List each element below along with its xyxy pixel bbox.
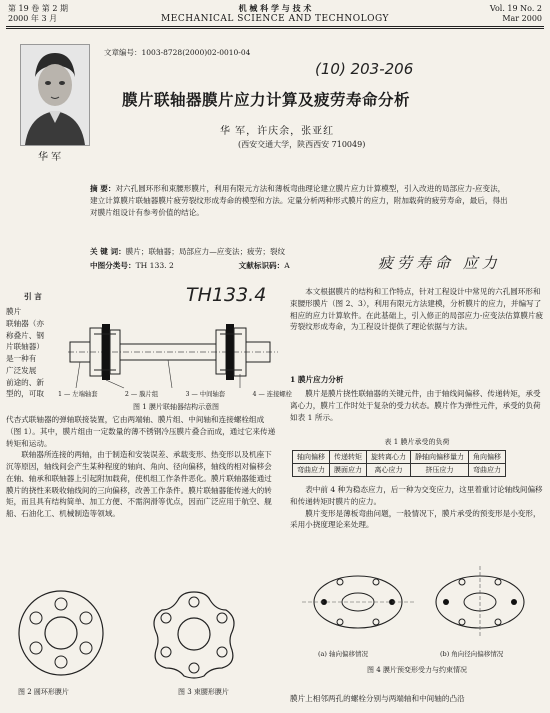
figure-4b-drawing: [436, 566, 524, 638]
abstract-label: 摘 要：: [90, 184, 116, 193]
affiliation: (西安交通大学，陕西西安 710049): [238, 140, 366, 149]
date-en: Mar 2000: [502, 13, 542, 23]
figure-1-caption: 图 1 膜片联轴器结构示意图: [133, 403, 219, 411]
right-p3: 表中前 4 种为稳态应力，后一种为交变应力，这里着重讨论轴线间偏移和传递转矩时膜片的应力。: [290, 485, 543, 506]
waisted-diaphragm-drawing: [146, 588, 242, 680]
section-1-heading: 1 膜片应力分析: [290, 375, 344, 384]
journal-name-en: MECHANICAL SCIENCE AND TECHNOLOGY: [161, 13, 389, 24]
handwritten-pages: (10) 203-206: [315, 60, 414, 78]
intro-paragraph-2: 联轴器所连接的两轴，由于制造和安装误差、承载变形、热变形以及机座下沉等原因，轴线间会产生某种程度的轴向、角向、径向偏移，轴线的相对偏移会在轴、轴承和联轴器上引起附加载荷，使机组工作条件恶化。膜片联轴器能通过膜片的挠性来吸收轴线间的三向偏移，改善工作条件。膜片联轴器能传递大的转矩，而且具有结构简单、加工方便、不需润滑等优点，因而广泛应用于航空、舰船、石油化工、机械制造等领域。: [6, 450, 272, 519]
table-cell: 膜面应力: [330, 464, 367, 477]
photo-caption: 华 军: [38, 152, 62, 163]
fig1-label-3: 3 — 中间轴套: [185, 391, 226, 398]
intro-side-line: 片联轴器）: [6, 342, 44, 352]
volume-no-en: Vol. 19 No. 2: [489, 4, 542, 13]
coupling-diagram: [64, 308, 282, 398]
journal-title: [0, 4, 550, 24]
fig1-label-4: 4 — 连接螺栓: [252, 391, 292, 398]
right-p4: 膜片变形是薄板弯曲问题，一般情况下，膜片承受的预变形是小变形，采用小挠度理论来处理。: [290, 508, 541, 530]
intro-side-line: 前途的、新: [6, 377, 44, 387]
diaphragm-loading-diagram: [300, 562, 540, 646]
figure-4-caption: 图 4 膜片预变形受力与约束情况: [367, 666, 467, 674]
table-cell: 挤压应力: [411, 464, 469, 477]
intro-side-line: 型的，可取: [6, 389, 44, 399]
figure-1-labels: [58, 391, 292, 399]
ring-diaphragm-drawing: [16, 588, 106, 678]
figure-4: [300, 562, 540, 646]
abstract-text: 对六孔圆环形和束腰形膜片，利用有限元方法和薄板弯曲理论建立膜片应力计算模型，引入改进的局部应力-应变法，建立计算膜片联轴器膜片疲劳裂纹形成寿命的模型和方法。定量分析两种形式膜片的应力，附加载荷的疲劳寿命，最后，得出对膜片组设计有参考价值的结论。: [90, 184, 508, 217]
intro-side-line: 广泛发展: [6, 365, 37, 375]
paper-title: 膜片联轴器膜片应力计算及疲劳寿命分析: [122, 90, 411, 109]
figure-4a-drawing: [302, 576, 414, 628]
intro-side-line: 联轴器（亦: [6, 318, 44, 328]
figure-2-caption: 图 2 圆环形膜片: [18, 688, 69, 696]
intro-side-line: 称叠片、钢: [6, 330, 44, 340]
table-1: [292, 450, 542, 477]
intro-side-line: 是一种有: [6, 354, 37, 364]
keywords-line: [90, 246, 390, 258]
author-photo: [20, 44, 90, 146]
table-cell: 旋转离心力: [367, 451, 411, 464]
fig1-label-2: 2 — 膜片组: [124, 391, 159, 398]
intro-side-line: 膜片: [6, 307, 22, 316]
doc-code-value: A: [284, 261, 290, 270]
table-cell: 静轴向偏移量力: [411, 451, 469, 464]
class-no-value: TH 133. 2: [135, 261, 174, 270]
right-paragraph-1: [290, 286, 544, 370]
authors: 华 军，许庆余，张亚红: [220, 126, 335, 137]
volume-issue: 第 19 卷 第 2 期: [8, 4, 68, 13]
article-number: 文章编号：1003-8728(2000)02-0010-04: [104, 48, 251, 57]
table-row: [293, 464, 506, 477]
table-cell: 角向偏移: [469, 451, 506, 464]
right-p1: 本文根据膜片的结构和工作特点，针对工程设计中常见的六孔圆环形和束腰形膜片（图 2、3），利用有限元方法建模，分析膜片的应力，并编写了相应的应力计算软件。在此基础上，引入修正的局部应力-应变法估算膜片疲劳裂纹形成寿命，为工程设计提供了理论依据与方法。: [290, 287, 544, 332]
table-cell: 弯曲应力: [469, 464, 506, 477]
table-cell: 弯曲应力: [293, 464, 330, 477]
figure-3: [146, 588, 242, 680]
figure-4b-caption: (b) 角向径向偏移情况: [440, 650, 504, 658]
table-cell: 传递转矩: [330, 451, 367, 464]
figure-4a-caption: (a) 轴向偏移情况: [318, 650, 369, 658]
fig1-label-1: 1 — 左端轴套: [58, 391, 98, 398]
right-paragraph-2: [290, 388, 544, 436]
intro-side-text: [6, 306, 62, 400]
header-rule: [6, 26, 544, 27]
class-no-label: 中图分类号：: [90, 261, 136, 270]
classification-line: [90, 260, 390, 272]
journal-volume-en: [490, 4, 542, 23]
keywords-label: 关 键 词：: [90, 247, 126, 256]
keywords-text: 膜片；联轴器；局部应力—应变法；疲劳；裂纹: [125, 247, 286, 256]
table-cell: 离心应力: [367, 464, 411, 477]
load-table: [292, 450, 506, 477]
intro-heading: 引 言: [24, 292, 42, 301]
figure-2: [16, 588, 106, 678]
doc-code-label: 文献标识码：: [238, 261, 285, 270]
table-1-caption: 表 1 膜片承受的负荷: [384, 438, 450, 446]
intro-body: [6, 414, 278, 576]
handwritten-keywords: 疲劳寿命 应力: [378, 254, 501, 272]
intro-paragraph-1: 代杏式联轴器的弹轴联接装置，它由两端轴、膜片组、中间轴和连接螺栓组成（图 1）。其中，膜片组由一定数量的薄不锈钢冷压膜片叠合而成，通过它来传递转矩和运动。: [6, 415, 276, 448]
right-paragraphs-3-4: [290, 484, 544, 548]
journal-name-cn: 机 械 科 学 与 技 术: [238, 3, 312, 13]
table-cell: 轴向偏移: [293, 451, 330, 464]
figure-3-caption: 图 3 束腰形膜片: [178, 688, 229, 696]
abstract: [90, 183, 510, 218]
author-portrait-image: [21, 45, 89, 145]
issue-date: 2000 年 3 月: [8, 13, 58, 23]
figure-1: [64, 308, 282, 398]
right-p2: 膜片是膜片挠性联轴器的关键元件，由于轴线间偏移、传递转矩，承受离心力，膜片工作时处于复杂的受力状态。膜片作为弹性元件，承受的负荷如表 1 所示。: [290, 389, 541, 422]
right-bottom-line: 膜片上相邻两孔的螺栓分别与两端轴和中间轴的凸沿: [290, 694, 465, 703]
handwritten-class-number: TH133.4: [186, 284, 267, 306]
header-rule-2: [6, 28, 544, 29]
table-row: [293, 451, 506, 464]
